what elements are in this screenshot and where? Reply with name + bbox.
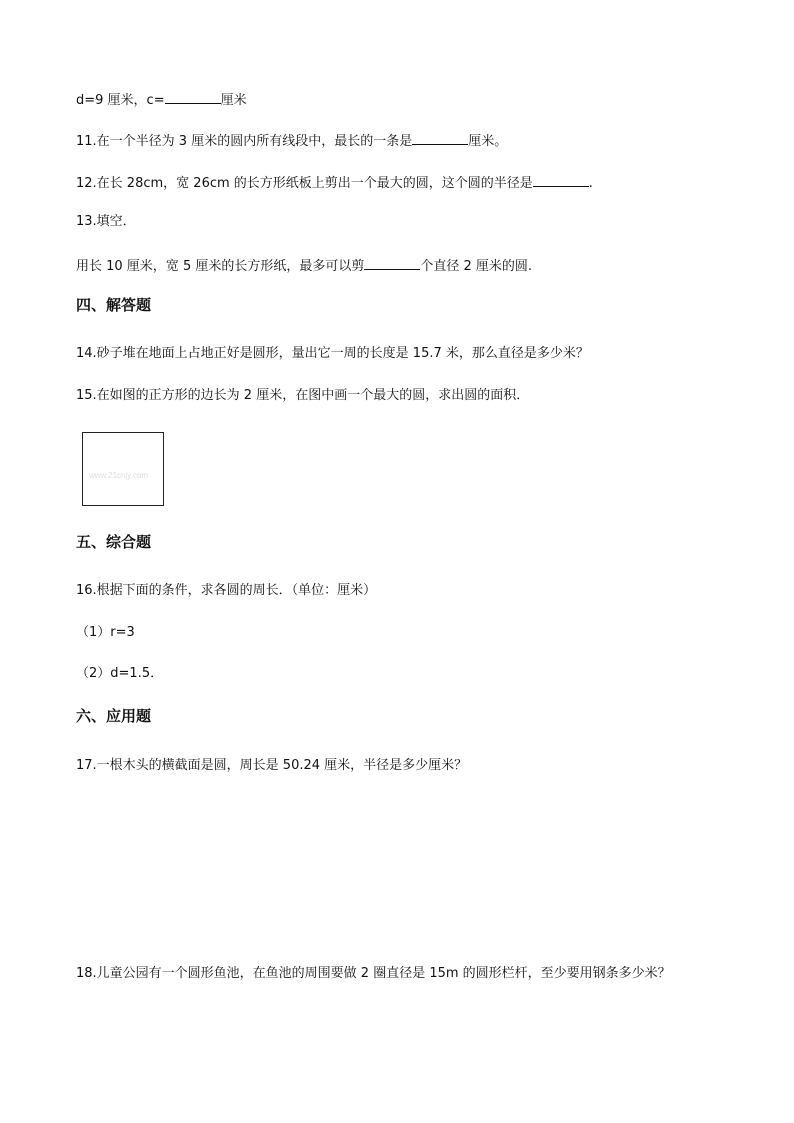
question-12-end: . [588, 176, 593, 191]
section-6-heading: 六、应用题 [76, 707, 152, 725]
question-17-text: 17.一根木头的横截面是圆，周长是 50.24 厘米，半径是多少厘米？ [76, 758, 468, 773]
question-10-unit: 厘米 [220, 93, 247, 108]
question-12-text: 12.在长 28cm，宽 26cm 的长方形纸板上剪出一个最大的圆，这个圆的半径是 [76, 176, 533, 191]
section-4-heading: 四、解答题 [76, 296, 152, 314]
question-15-text: 15.在如图的正方形的边长为 2 厘米，在图中画一个最大的圆，求出圆的面积． [76, 388, 530, 403]
question-10-line [76, 90, 247, 109]
square-figure [82, 432, 164, 506]
question-10-text: d=9 厘米，c= [76, 93, 165, 108]
answer-blank[interactable] [412, 131, 468, 145]
question-16-part-2: （2）d=1.5． [76, 666, 164, 681]
watermark-text: www.21cnjy.com [89, 471, 148, 480]
question-11-line [76, 131, 507, 150]
question-11-text: 11.在一个半径为 3 厘米的圆内所有线段中，最长的一条是 [76, 134, 413, 149]
answer-blank[interactable] [165, 90, 221, 104]
question-18-text: 18.儿童公园有一个圆形鱼池，在鱼池的周围要做 2 圈直径是 15m 的圆形栏杆，至少要用钢条多少米？ [76, 966, 671, 981]
question-13-line [76, 256, 532, 275]
question-16-part-1: （1）r=3 [76, 625, 135, 640]
question-12-line [76, 173, 593, 192]
answer-blank[interactable] [533, 173, 589, 187]
question-13-text: 用长 10 厘米，宽 5 厘米的长方形纸，最多可以剪 [76, 259, 365, 274]
question-14-text: 14.砂子堆在地面上占地正好是圆形，量出它一周的长度是 15.7 米，那么直径是多少米？ [76, 346, 589, 361]
question-13-title: 13.填空． [76, 214, 136, 229]
section-5-heading: 五、综合题 [76, 533, 152, 551]
question-11-unit: 厘米。 [468, 134, 508, 149]
question-16-text: 16.根据下面的条件，求各圆的周长．（单位：厘米） [76, 583, 377, 598]
answer-blank[interactable] [364, 256, 420, 270]
question-13-end: 个直径 2 厘米的圆. [420, 259, 533, 274]
